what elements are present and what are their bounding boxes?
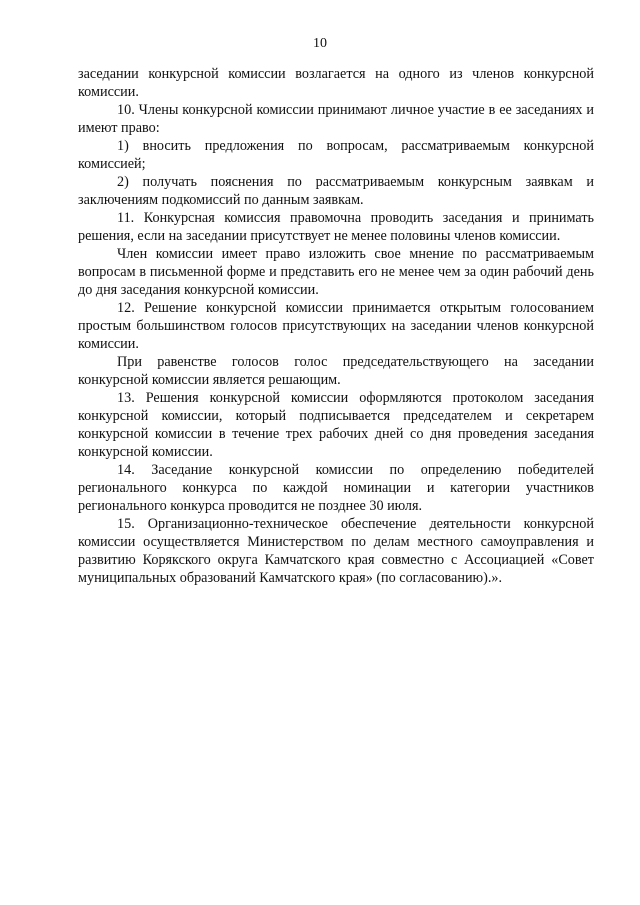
paragraph-tie-vote: При равенстве голосов голос председательствующего на заседании конкурсной комиссии является решающим. — [78, 354, 594, 388]
paragraph-item-10: 10. Члены конкурсной комиссии принимают личное участие в ее заседаниях и имеют право: — [78, 102, 594, 136]
page-number: 10 — [313, 36, 327, 51]
paragraph-subitem-1: 1) вносить предложения по вопросам, рассматриваемым конкурсной комиссией; — [78, 138, 594, 172]
paragraph-item-15: 15. Организационно-техническое обеспечение деятельности конкурсной комиссии осуществляется Министерством по делам местного самоуправления и развитию Корякского округа Камчатского края совместно с Ассоциацией «Совет муниципальных образований Камчатского края» (по согласованию).». — [78, 516, 594, 586]
paragraph-subitem-2: 2) получать пояснения по рассматриваемым конкурсным заявкам и заключениям подкомиссий по данным заявкам. — [78, 174, 594, 208]
paragraph-item-11: 11. Конкурсная комиссия правомочна проводить заседания и принимать решения, если на заседании присутствует не менее половины членов комиссии. — [78, 210, 594, 244]
paragraph-item-13: 13. Решения конкурсной комиссии оформляются протоколом заседания конкурсной комиссии, который подписывается председателем и секретарем конкурсной комиссии в течение трех рабочих дней со дня проведения заседания конкурсной комиссии. — [78, 390, 594, 460]
paragraph-item-14: 14. Заседание конкурсной комиссии по определению победителей регионального конкурса по каждой номинации и категории участников регионального конкурса проводится не позднее 30 июля. — [78, 462, 594, 514]
paragraph-member-opinion: Член комиссии имеет право изложить свое мнение по рассматриваемым вопросам в письменной форме и представить его не менее чем за один рабочий день до дня заседания конкурсной комиссии. — [78, 246, 594, 298]
paragraph-item-12: 12. Решение конкурсной комиссии принимается открытым голосованием простым большинством голосов присутствующих на заседании членов конкурсной комиссии. — [78, 300, 594, 352]
document-body — [78, 65, 594, 587]
paragraph-continuation: заседании конкурсной комиссии возлагается на одного из членов конкурсной комиссии. — [78, 66, 594, 100]
